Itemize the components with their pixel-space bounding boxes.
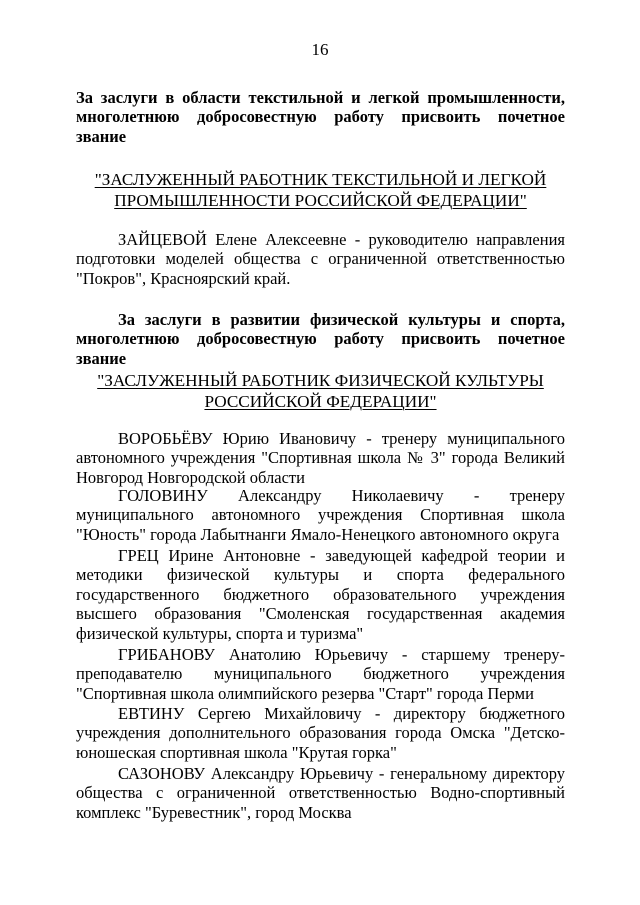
section2-entry-4: ГРИБАНОВУ Анатолию Юрьевичу - старшему тренеру-преподавателю муниципального бюджетного учреждения "Спортивная школа олимпийского резерва "Старт" города Перми [76,645,565,703]
section1-title-line2: ПРОМЫШЛЕННОСТИ РОССИЙСКОЙ ФЕДЕРАЦИИ" [114,191,527,210]
section1-title-line1: "ЗАСЛУЖЕННЫЙ РАБОТНИК ТЕКСТИЛЬНОЙ И ЛЕГКОЙ [94,170,547,189]
page-number: 16 [311,40,329,59]
section2-title-line2: РОССИЙСКОЙ ФЕДЕРАЦИИ" [204,392,437,411]
section1-title [76,169,565,211]
section2-entry-6: САЗОНОВУ Александру Юрьевичу - генеральному директору общества с ограниченной ответственностью Водно-спортивный комплекс "Буревестник", город Москва [76,764,565,822]
section2-title [76,370,565,412]
section2-entry-1: ВОРОБЬЁВУ Юрию Ивановичу - тренеру муниципального автономного учреждения "Спортивная школа № 3" города Великий Новгород Новгородской области [76,429,565,487]
section1-entry-1: ЗАЙЦЕВОЙ Елене Алексеевне - руководителю направления подготовки моделей общества с ограниченной ответственностью "Покров", Красноярский край. [76,230,565,288]
section2-title-line1: "ЗАСЛУЖЕННЫЙ РАБОТНИК ФИЗИЧЕСКОЙ КУЛЬТУРЫ [97,371,544,390]
section2-entry-3: ГРЕЦ Ирине Антоновне - заведующей кафедрой теории и методики физической культуры и спорта федерального государственного бюджетного образовательного учреждения высшего образования "Смоленская государственная академия физической культуры, спорта и туризма" [76,546,565,643]
section1-intro: За заслуги в области текстильной и легкой промышленности, многолетнюю добросовестную работу присвоить почетное звание [76,88,565,146]
section2-entry-2: ГОЛОВИНУ Александру Николаевичу - тренеру муниципального автономного учреждения Спортивная школа "Юность" города Лабытнанги Ямало-Ненецкого автономного округа [76,486,565,544]
section2-intro: За заслуги в развитии физической культуры и спорта, многолетнюю добросовестную работу присвоить почетное звание [76,310,565,368]
section2-entry-5: ЕВТИНУ Сергею Михайловичу - директору бюджетного учреждения дополнительного образования города Омска "Детско-юношеская спортивная школа "Крутая горка" [76,704,565,762]
